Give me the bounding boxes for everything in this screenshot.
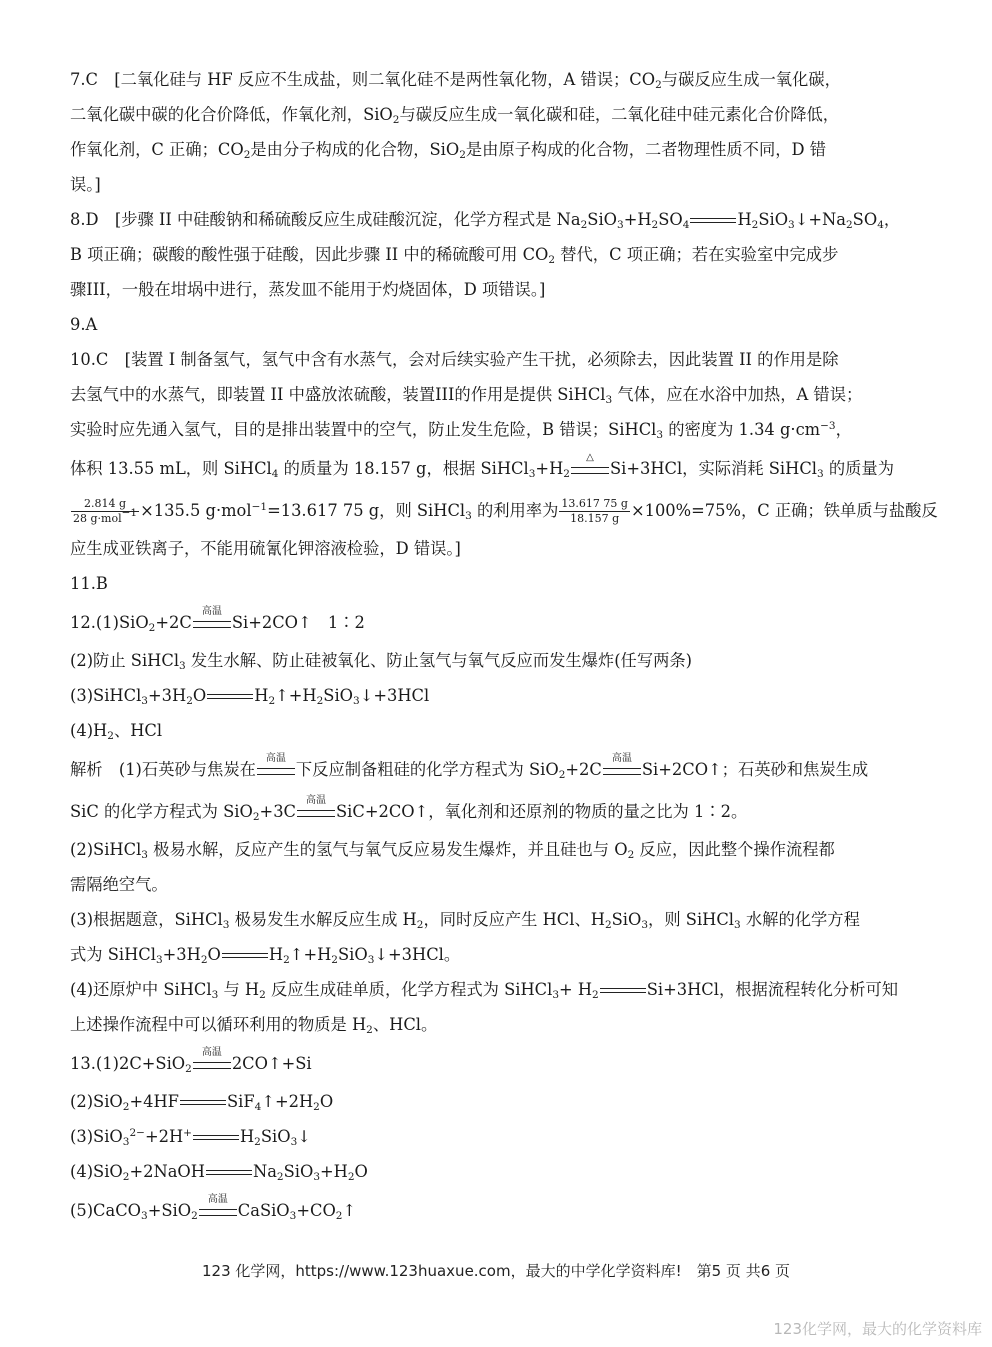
line-16: 12.(1)SiO$_2$+2C 高温 Si+2CO↑ 1∶2 bbox=[70, 605, 365, 634]
line-30: (3)SiO$_3^{2-}$+2H+ $H_2SiO_3↓$ bbox=[70, 1127, 311, 1148]
line-3: 作氧化剂，C 正确；$CO_2$是由分子构成的化合物，SiO$_2$是由原子构成的化合物，二者物理性质不同，D 错 bbox=[70, 140, 827, 161]
line-10: 去氢气中的水蒸气，即装置 II 中盛放浓硫酸，装置III的作用是提供 SiHCl$_3$ 气体，应在水浴中加热，A 错误； bbox=[70, 385, 863, 406]
line-24: (3)根据题意，SiHCl$_3$ 极易发生水解反应生成 $H_2$，同时反应产生 HCl、$H_2SiO_3$，则 SiHCl$_3$ 水解的化学方程 bbox=[70, 910, 860, 931]
line-28: 13.(1)2C+SiO$_2$ 高温 2CO↑+Si bbox=[70, 1046, 312, 1075]
line-15: 11.B bbox=[70, 574, 108, 593]
line-9: 10.C [装置 I 制备氢气，氢气中含有水蒸气，会对后续实验产生干扰，必须除去，因此装置 II 的作用是除 bbox=[70, 350, 839, 369]
line-32: (5)CaCO$_3$+SiO$_2$ 高温 $CaSiO_3+CO_2↑$ bbox=[70, 1193, 357, 1222]
line-2: 二氧化碳中碳的化合价降低，作氧化剂，SiO$_2$与碳反应生成一氧化碳和硅，二氧化硅中硅元素化合价降低， bbox=[70, 105, 840, 126]
line-17: (2)防止 SiHCl$_3$ 发生水解、防止硅被氧化、防止氢气与氧气反应而发生爆炸(任写两条) bbox=[70, 651, 693, 672]
line-31: (4)SiO$_2$+2NaOH $Na_2SiO_3+H_2O$ bbox=[70, 1162, 368, 1183]
line-11: 实验时应先通入氢气，目的是排出装置中的空气，防止发生危险，B 错误；SiHCl$_3$ 的密度为 1.34 $g\cdot cm^{-3}$， bbox=[70, 420, 852, 441]
line-1: 7.C [二氧化硅与 HF 反应不生成盐，则二氧化硅不是两性氧化物，A 错误；$CO_2$与碳反应生成一氧化碳， bbox=[70, 70, 841, 91]
line-6: B 项正确；碳酸的酸性强于硅酸，因此步骤 II 中的稀硫酸可用 $CO_2$ 替代，C 项正确；若在实验室中完成步 bbox=[70, 245, 839, 266]
line-12: 体积 13.55 mL，则 SiHCl$_4$ 的质量为 18.157 g，根据 $SiHCl_3+H_2$ △ Si+3HCl，实际消耗 SiHCl$_3$ 的质量为 bbox=[70, 451, 894, 480]
line-20: 解析 (1)石英砂与焦炭在 高温 下反应制备粗硅的化学方程式为 SiO$_2$+2C 高温 Si+2CO↑；石英砂和焦炭生成 bbox=[70, 752, 869, 781]
line-4: 误。] bbox=[70, 175, 101, 194]
line-14: 应生成亚铁离子，不能用硫氰化钾溶液检验，D 错误。] bbox=[70, 539, 461, 558]
line-7: 骤III，一般在坩埚中进行，蒸发皿不能用于灼烧固体，D 项错误。] bbox=[70, 280, 546, 299]
line-22: (2)SiHCl$_3$ 极易水解，反应产生的氢气与氧气反应易发生爆炸，并且硅也与 $O_2$ 反应，因此整个操作流程都 bbox=[70, 840, 835, 861]
line-8: 9.A bbox=[70, 315, 98, 334]
line-13: $\frac{2.814 g}{28 g\cdot mol^{-1}}$ ×135.5 g·mol$^{-1}$=13.617 75 g，则 SiHCl$_3$ 的利用率为 $\frac{13.617 75 g}{18.157 g}$ ×100%=75%，C 正确；铁单质与盐酸反 bbox=[73, 497, 938, 525]
line-25: 式为 $SiHCl_3+3H_2O$ $H_2↑+H_2SiO_3↓+3HCl$。 bbox=[70, 945, 461, 966]
page-footer: 123 化学网，https://www.123huaxue.com，最大的中学化学资料库! 第5 页 共6 页 bbox=[201, 1262, 791, 1280]
answer-content bbox=[70, 62, 938, 1231]
line-5: 8.D [步骤 II 中硅酸钠和稀硫酸反应生成硅酸沉淀，化学方程式是 $Na_2SiO_3+H_2SO_4$ $H_2SiO_3↓+Na_2SO_4$， bbox=[70, 210, 901, 231]
line-29: (2)SiO$_2$+4HF $SiF_4↑+2H_2O$ bbox=[70, 1092, 334, 1113]
line-26: (4)还原炉中 SiHCl$_3$ 与 $H_2$ 反应生成硅单质，化学方程式为 SiHCl$_3$+ $H_2$ Si+3HCl，根据流程转化分析可知 bbox=[70, 980, 899, 1001]
line-23: 需隔绝空气。 bbox=[70, 875, 168, 894]
line-21: SiC 的化学方程式为 SiO$_2$+3C 高温 SiC+2CO↑，氧化剂和还原剂的物质的量之比为 1∶2。 bbox=[70, 794, 748, 823]
line-27: 上述操作流程中可以循环利用的物质是 $H_2$、HCl。 bbox=[70, 1015, 438, 1036]
line-18: $(3)SiHCl_3+3H_2O$ $H_2↑+H_2SiO_3↓+3HCl$ bbox=[70, 686, 430, 707]
watermark: 123化学网，最大的化学资料库 bbox=[773, 1320, 982, 1338]
line-19: $(4)H_2$、HCl bbox=[70, 721, 163, 742]
